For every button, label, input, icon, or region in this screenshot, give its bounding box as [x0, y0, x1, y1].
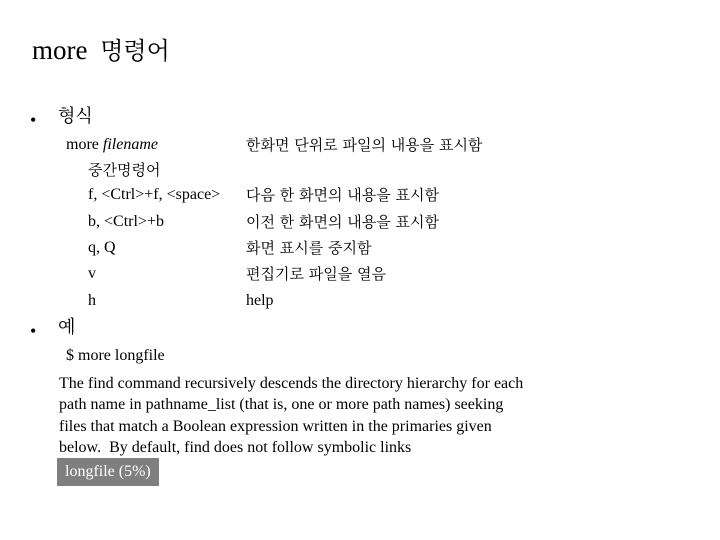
command-description: 편집기로 파일을 열음 [246, 265, 386, 283]
subheading-intermediate-commands: 중간명령어 [88, 161, 161, 179]
pager-status-bar: longfile (5%) [57, 458, 159, 486]
usage-argument: filename [102, 136, 158, 153]
command-description: 화면 표시를 중지함 [246, 239, 372, 257]
section-format-label: 형식 [58, 106, 93, 127]
usage-command: more [66, 136, 99, 153]
example-output [59, 373, 599, 458]
section-example-label: 예 [58, 317, 76, 338]
command-key: v [88, 265, 96, 282]
command-key: h [88, 292, 96, 309]
output-line: files that match a Boolean expression written in the primaries given [59, 417, 492, 435]
output-line: The find command recursively descends the directory hierarchy for each [59, 375, 524, 392]
bullet-marker: • [30, 321, 37, 341]
page-title [32, 30, 170, 71]
command-key: b, <Ctrl>+b [88, 213, 164, 230]
usage-syntax [66, 135, 158, 155]
title-command: more [32, 35, 88, 65]
usage-description: 한화면 단위로 파일의 내용을 표시함 [246, 136, 483, 154]
command-description: 이전 한 화면의 내용을 표시함 [246, 213, 439, 231]
example-command: $ more longfile [66, 347, 165, 364]
command-description: 다음 한 화면의 내용을 표시함 [246, 186, 439, 204]
command-description: help [246, 292, 274, 309]
bullet-marker: • [30, 110, 37, 130]
command-key: q, Q [88, 239, 116, 256]
output-line: below. By default, find does not follow symbolic links [59, 438, 412, 456]
title-korean: 명령어 [100, 37, 170, 65]
output-line: path name in pathname_list (that is, one or more path names) seeking [59, 396, 504, 414]
command-key: f, <Ctrl>+f, <space> [88, 186, 221, 203]
